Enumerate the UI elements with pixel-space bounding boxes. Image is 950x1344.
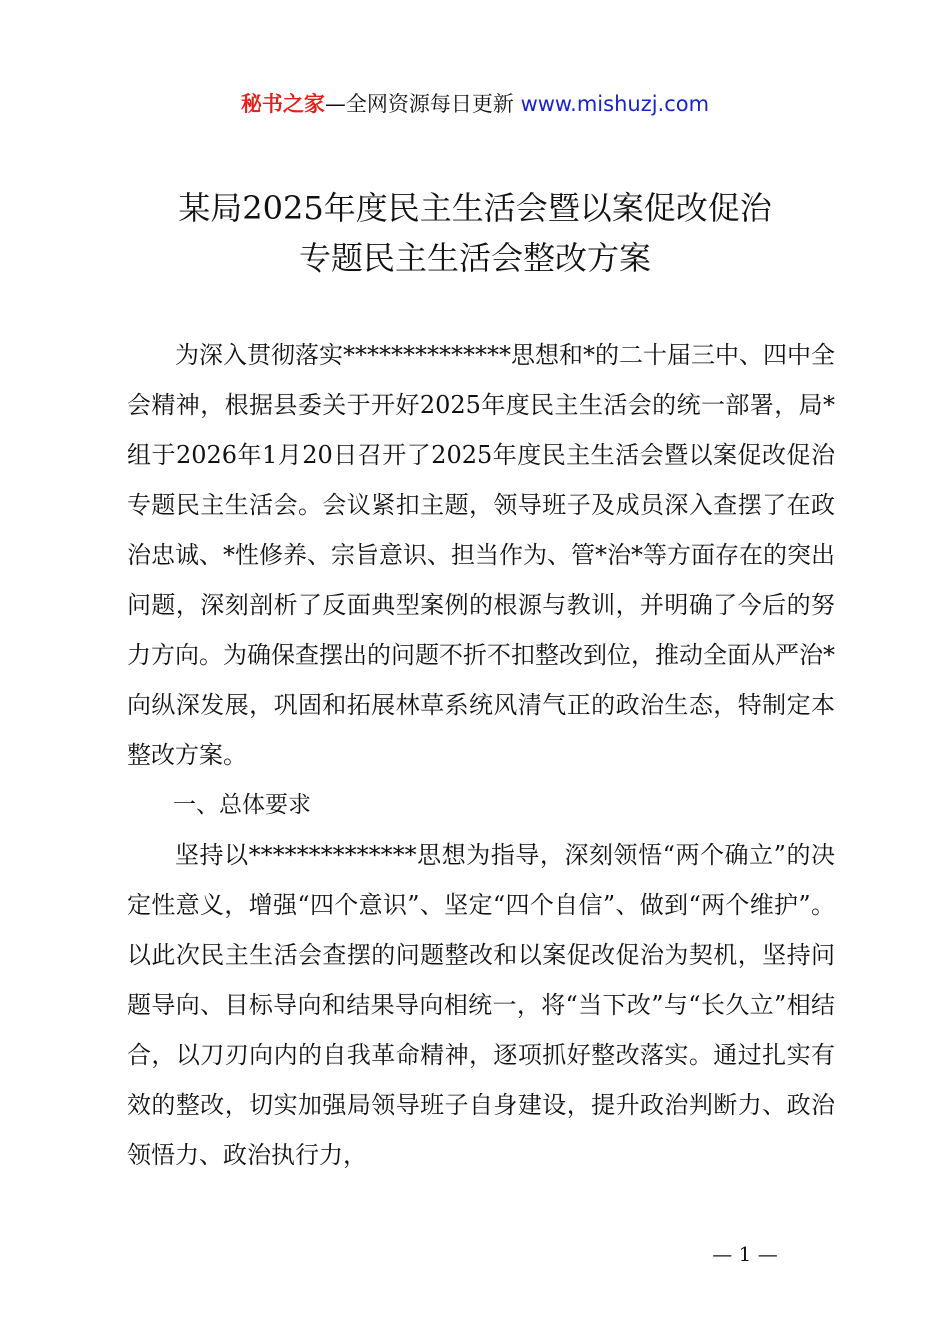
header-tagline: —全网资源每日更新 bbox=[324, 92, 521, 116]
page-number: — 1 — bbox=[712, 1242, 778, 1266]
site-header bbox=[0, 88, 950, 120]
brand-name: 秘书之家 bbox=[240, 92, 325, 116]
site-url-link[interactable]: www.mishuzj.com bbox=[520, 92, 710, 116]
document-title bbox=[0, 183, 950, 283]
section-heading: 一、总体要求 bbox=[173, 792, 311, 818]
section-paragraph: 坚持以**************思想为指导，深刻领悟“两个确立”的决定性意义，增强“四个意识”、坚定“四个自信”、做到“两个维护”。以此次民主生活会查摆的问题整改和以案促改促治为契机，坚持问题导向、目标导向和结果导向相统一，将“当下改”与“长久立”相结合，以刀刃向内的自我革命精神，逐项抓好整改落实。通过扎实有效的整改，切实加强局领导班子自身建设，提升政治判断力、政治领悟力、政治执行力， bbox=[127, 841, 835, 1169]
intro-paragraph: 为深入贯彻落实**************思想和*的二十届三中、四中全会精神，根据县委关于开好2025年度民主生活会的统一部署，局*组于2026年1月20日召开了2025年度民主生活会暨以案促改促治专题民主生活会。会议紧扣主题，领导班子及成员深入查摆了在政治忠诚、*性修养、宗旨意识、担当作为、管*治*等方面存在的突出问题，深刻剖析了反面典型案例的根源与教训，并明确了今后的努力方向。为确保查摆出的问题不折不扣整改到位，推动全面从严治*向纵深发展，巩固和拓展林草系统风清气正的政治生态，特制定本整改方案。 bbox=[127, 341, 835, 769]
title-line-2: 专题民主生活会整改方案 bbox=[298, 239, 651, 277]
title-line-1: 某局2025年度民主生活会暨以案促改促治 bbox=[178, 189, 772, 227]
document-body bbox=[127, 330, 835, 1180]
